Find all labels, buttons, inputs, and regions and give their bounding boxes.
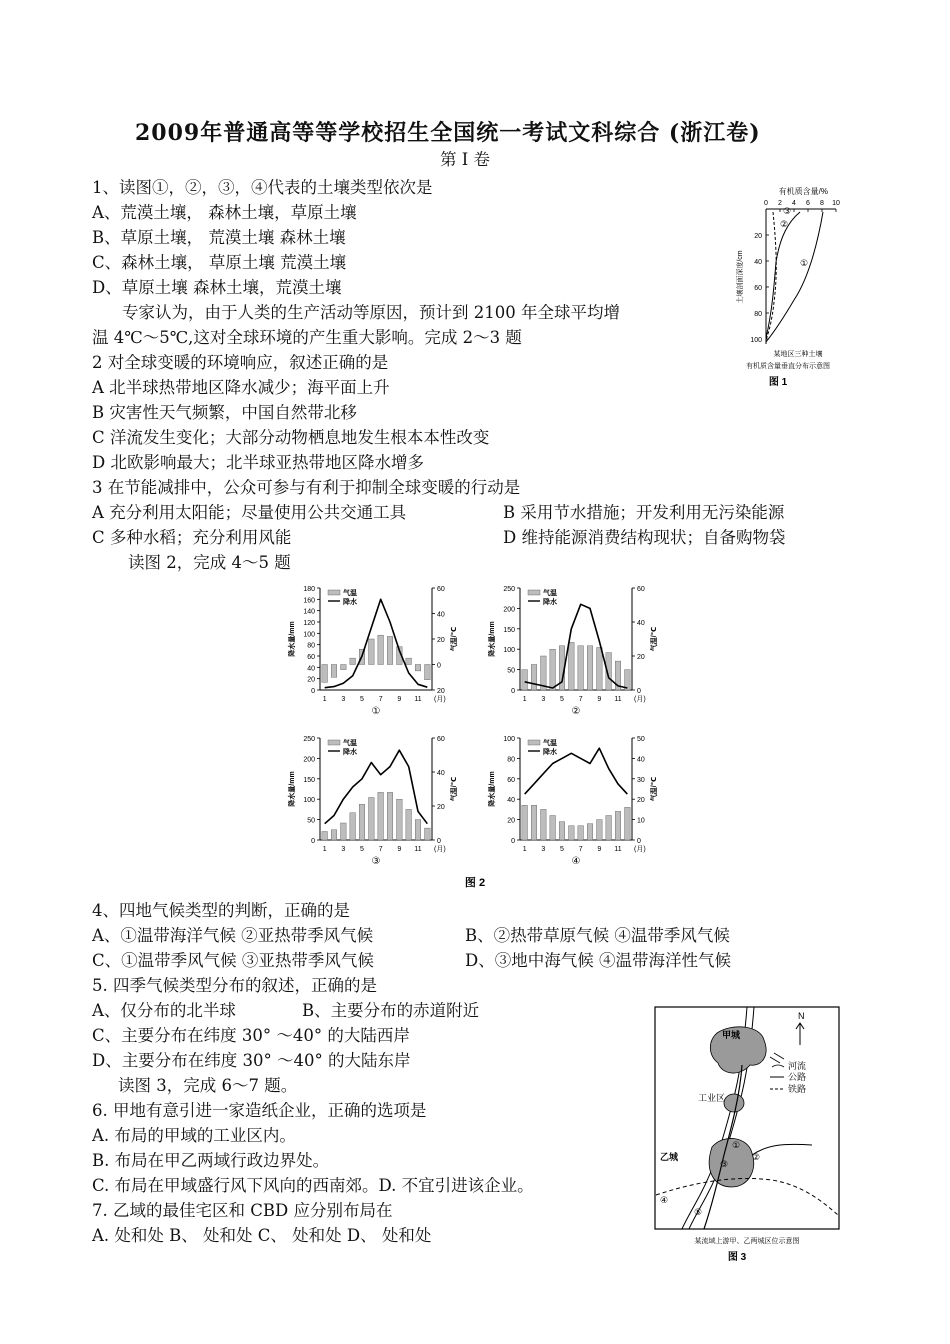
temp-tick: 40	[437, 770, 445, 777]
q4-option-a: A、①温带海洋气候 ②亚热带季风气候	[92, 926, 374, 945]
month-tick: 5	[560, 846, 564, 853]
rain-axis-label: 降水量/mm	[489, 621, 496, 657]
temp-tick: 20	[437, 637, 445, 644]
rain-tick: 60	[507, 776, 515, 784]
q2-option-a: A 北半球热带地区降水减少；海平面上升	[92, 378, 390, 397]
fig2-label: 图 2	[464, 877, 486, 889]
fig1-x-tick: 2	[778, 200, 782, 207]
temp-bar	[531, 665, 537, 691]
fig1-caption-1: 某地区三种土壤	[773, 351, 823, 358]
rain-axis-label: 降水量/mm	[289, 621, 296, 657]
map-marker-2: ②	[752, 1152, 761, 1162]
rain-tick: 50	[307, 817, 315, 825]
temp-axis-label: 气温/℃	[651, 776, 658, 802]
rain-tick: 140	[303, 608, 315, 616]
temp-tick: 30	[637, 776, 645, 784]
fig1-y-tick: 80	[754, 311, 762, 318]
map-north-label: N	[798, 1011, 805, 1021]
rain-tick: 160	[303, 597, 315, 605]
temp-bar	[587, 646, 593, 690]
month-tick: 3	[541, 696, 546, 703]
temp-tick: 20	[637, 797, 645, 805]
q6-option-a: A. 布局的甲域的工业区内。	[92, 1126, 296, 1145]
rain-tick: 120	[303, 620, 315, 627]
legend-rain: 降水	[343, 599, 357, 606]
q7-stem: 7. 乙域的最佳宅区和 CBD 应分别布局在	[92, 1201, 393, 1220]
rain-tick: 80	[307, 642, 315, 650]
fig3-caption: 某流域上游甲、乙两城区位示意图	[694, 1238, 800, 1245]
map-city-yi: 乙城	[660, 1152, 679, 1162]
temp-bar	[378, 792, 384, 840]
temp-tick: 0	[637, 688, 641, 695]
q4-option-c: C、①温带季风气候 ③亚热带季风气候	[92, 951, 374, 970]
month-tick: 9	[597, 696, 602, 703]
rain-tick: 0	[511, 838, 515, 845]
temp-bar	[387, 792, 393, 840]
legend-temp: 气温	[343, 740, 357, 747]
map-legend-rail: 铁路	[788, 1084, 807, 1094]
fig1-y-label: 土壤剖面深度/cm	[737, 250, 744, 304]
temp-bar	[406, 658, 412, 664]
rain-tick: 100	[303, 797, 315, 805]
fig1-caption-2: 有机质含量垂直分布示意图	[746, 363, 830, 370]
temp-bar	[569, 642, 575, 690]
fig1-x-tick: 0	[764, 200, 768, 207]
q5-option-b: B、主要分布的赤道附近	[302, 1001, 480, 1020]
fig1-y-tick: 40	[754, 259, 762, 266]
legend-temp: 气温	[343, 590, 357, 597]
rain-line	[325, 599, 428, 687]
fig1-x-tick: 6	[806, 200, 810, 207]
legend-rain: 降水	[343, 749, 357, 756]
temp-tick: 20	[437, 804, 445, 811]
rain-tick: 40	[507, 797, 515, 805]
q4-option-b: B、②热带草原气候 ④温带季风气候	[465, 926, 730, 945]
rain-axis-label: 降水量/mm	[289, 771, 296, 807]
temp-bar	[378, 635, 384, 664]
temp-axis-label: 气温/℃	[651, 626, 658, 652]
month-unit: (月)	[634, 696, 646, 703]
month-tick: 11	[414, 846, 422, 853]
temp-tick: 40	[637, 620, 645, 627]
q5-stem: 5. 四季气候类型分布的叙述，正确的是	[92, 976, 377, 995]
temp-bar	[359, 804, 365, 840]
figure-1-soil-organic-matter	[728, 182, 848, 392]
chart-id: ①	[371, 706, 381, 717]
temp-bar	[578, 646, 584, 690]
rain-tick: 250	[303, 736, 315, 743]
q3-option-d: D 维持能源消费结构现状；自备购物袋	[503, 528, 786, 547]
temp-bar	[331, 665, 337, 678]
q1-option-a: A、荒漠土壤， 森林土壤，草原土壤	[92, 203, 357, 222]
temp-bar	[625, 807, 631, 840]
temp-tick: 60	[437, 736, 445, 743]
month-tick: 1	[522, 696, 527, 703]
temp-bar	[531, 805, 537, 840]
temp-bar	[322, 665, 328, 683]
map-marker-1: ①	[732, 1140, 741, 1150]
month-tick: 11	[414, 696, 422, 703]
temp-bar	[415, 665, 421, 671]
fig3-label: 图 3	[727, 1252, 747, 1263]
q3-option-a: A 充分利用太阳能；尽量使用公共交通工具	[92, 503, 407, 522]
temp-bar	[425, 665, 431, 680]
rain-tick: 80	[507, 756, 515, 764]
legend-rain: 降水	[543, 749, 557, 756]
fig1-label: 图 1	[768, 377, 788, 388]
rain-line	[325, 750, 428, 824]
temp-bar	[425, 828, 431, 840]
month-tick: 3	[341, 846, 346, 853]
temp-bar	[350, 658, 356, 664]
intro-6-7: 读图 3，完成 6～7 题。	[118, 1076, 298, 1095]
temp-bar	[615, 811, 621, 840]
month-unit: (月)	[634, 846, 646, 853]
q1-option-c: C、森林土壤， 草原土壤 荒漠土壤	[92, 253, 347, 272]
temp-tick: 0	[437, 662, 441, 670]
temp-bar	[387, 636, 393, 664]
temp-bar	[415, 820, 421, 840]
climate-chart-2	[487, 586, 658, 717]
legend-rain: 降水	[543, 599, 557, 606]
month-tick: 5	[560, 696, 564, 703]
temp-bar	[550, 649, 556, 690]
month-tick: 9	[597, 846, 602, 853]
intro-4-5: 读图 2，完成 4～5 题	[128, 553, 291, 572]
q1-option-d: D、草原土壤 森林土壤，荒漠土壤	[92, 278, 342, 297]
temp-tick: 40	[637, 756, 645, 764]
temp-tick: 10	[637, 817, 645, 825]
fig1-top-label: 有机质含量/%	[778, 187, 828, 196]
rain-line	[525, 604, 628, 688]
temp-bar	[369, 798, 375, 841]
temp-bar	[578, 826, 584, 840]
temp-bar	[341, 665, 347, 670]
temp-bar	[331, 830, 337, 840]
figure-2-climate-charts	[280, 578, 670, 894]
month-tick: 7	[378, 846, 383, 853]
temp-bar	[541, 809, 547, 840]
temp-bar	[559, 822, 565, 840]
map-marker-4: ④	[660, 1195, 669, 1205]
month-tick: 11	[614, 846, 622, 853]
temp-tick: 40	[437, 611, 445, 619]
q6-option-b: B. 布局在甲乙两域行政边界处。	[92, 1151, 330, 1170]
temp-bar	[397, 799, 403, 840]
temp-bar	[522, 805, 528, 840]
rain-tick: 20	[507, 817, 515, 825]
fig1-y-tick: 20	[754, 233, 762, 240]
temp-axis-label: 气温/℃	[451, 626, 458, 652]
rain-tick: 200	[503, 606, 515, 614]
map-industrial-area: 工业区	[698, 1093, 726, 1103]
month-unit: (月)	[434, 696, 446, 703]
temp-tick: 50	[637, 736, 645, 743]
fig1-curve-label-2: ②	[780, 219, 789, 229]
rain-tick: 150	[503, 626, 515, 634]
month-tick: 1	[322, 846, 327, 853]
q3-stem: 3 在节能减排中，公众可参与有利于抑制全球变暖的行动是	[92, 478, 521, 497]
temp-tick: 60	[637, 586, 645, 593]
q2-option-c: C 洋流发生变化；大部分动物栖息地发生根本本性改变	[92, 428, 490, 447]
chart-id: ④	[571, 856, 581, 867]
month-tick: 5	[360, 696, 364, 703]
chart-id: ②	[571, 706, 581, 717]
rain-tick: 0	[311, 688, 315, 695]
rain-axis-label: 降水量/mm	[489, 771, 496, 807]
fig1-x-tick: 10	[832, 200, 840, 207]
month-tick: 3	[541, 846, 546, 853]
temp-bar	[550, 816, 556, 840]
rain-tick: 200	[303, 756, 315, 764]
rain-tick: 100	[503, 736, 515, 743]
month-unit: (月)	[434, 846, 446, 853]
q3-option-c: C 多种水稻；充分利用风能	[92, 528, 292, 547]
climate-chart-4	[487, 736, 658, 867]
legend-temp: 气温	[543, 590, 557, 597]
rain-tick: 50	[507, 667, 515, 675]
q5-option-d: D、主要分布在纬度 30° ～40° 的大陆东岸	[92, 1051, 411, 1070]
q7-options: A. 处和处 B、 处和处 C、 处和处 D、 处和处	[92, 1226, 432, 1245]
q4-option-d: D、③地中海气候 ④温带海洋性气候	[465, 951, 731, 970]
rain-tick: 250	[503, 586, 515, 593]
month-tick: 1	[522, 846, 527, 853]
rain-tick: 100	[503, 647, 515, 655]
legend-temp: 气温	[543, 740, 557, 747]
q1-option-b: B、草原土壤， 荒漠土壤 森林土壤	[92, 228, 346, 247]
intro-2-3-line2: 温 4℃～5℃,这对全球环境的产生重大影响。完成 2～3 题	[92, 328, 522, 347]
climate-chart-3	[287, 736, 458, 867]
fig1-curve-label-3: ③	[783, 206, 792, 216]
q3-option-b: B 采用节水措施；开发利用无污染能源	[503, 503, 785, 522]
fig1-y-tick: 100	[750, 337, 762, 344]
map-city-jia: 甲城	[722, 1030, 741, 1040]
q2-stem: 2 对全球变暖的环境响应，叙述正确的是	[92, 353, 389, 372]
rain-tick: 0	[311, 838, 315, 845]
rain-tick: 20	[307, 676, 315, 684]
temp-bar	[369, 639, 375, 665]
rain-tick: 150	[303, 776, 315, 784]
temp-tick: 0	[437, 838, 441, 845]
temp-bar	[350, 813, 356, 840]
climate-chart-1	[287, 586, 458, 717]
month-tick: 3	[341, 696, 346, 703]
rain-tick: 60	[307, 654, 315, 661]
rain-line	[525, 748, 628, 794]
rain-tick: 0	[511, 688, 515, 695]
intro-2-3-line1: 专家认为，由于人类的生产活动等原因，预计到 2100 年全球平均增	[122, 303, 620, 322]
fig1-x-tick: 4	[792, 200, 796, 207]
q6-stem: 6. 甲地有意引进一家造纸企业，正确的选项是	[92, 1101, 427, 1120]
map-marker-3: ③	[720, 1159, 729, 1169]
month-tick: 1	[322, 696, 327, 703]
month-tick: 5	[360, 846, 364, 853]
rain-tick: 100	[303, 631, 315, 639]
month-tick: 9	[397, 846, 402, 853]
temp-bar	[597, 820, 603, 840]
temp-bar	[597, 648, 603, 691]
temp-bar	[587, 824, 593, 840]
fig1-curve-label-1: ①	[800, 258, 809, 268]
temp-bar	[322, 832, 328, 841]
q2-option-d: D 北欧影响最大；北半球亚热带地区降水增多	[92, 453, 424, 472]
map-marker-5: ⑤	[694, 1207, 703, 1217]
q5-option-a: A、仅分布的北半球	[92, 1001, 236, 1020]
section-heading: 第 I 卷	[440, 150, 491, 169]
q1-stem: 1、读图①，②，③，④代表的土壤类型依次是	[92, 178, 433, 197]
fig1-x-tick: 8	[820, 200, 824, 207]
month-tick: 7	[578, 846, 583, 853]
month-tick: 11	[614, 696, 622, 703]
chart-id: ③	[371, 856, 381, 867]
map-legend-river: 河流	[788, 1061, 807, 1071]
temp-bar	[406, 809, 412, 840]
temp-bar	[569, 826, 575, 840]
q4-stem: 4、四地气候类型的判断，正确的是	[92, 901, 350, 920]
rain-tick: 180	[303, 586, 315, 593]
month-tick: 7	[578, 696, 583, 703]
temp-tick: 60	[437, 586, 445, 593]
temp-bar	[606, 816, 612, 840]
q5-option-c: C、主要分布在纬度 30° ～40° 的大陆西岸	[92, 1026, 410, 1045]
temp-tick: 0	[637, 838, 641, 845]
q2-option-b: B 灾害性天气频繁，中国自然带北移	[92, 403, 357, 422]
temp-bar	[341, 823, 347, 840]
figure-3-map	[652, 1005, 842, 1267]
temp-bar	[522, 670, 528, 690]
month-tick: 7	[378, 696, 383, 703]
temp-axis-label: 气温/℃	[451, 776, 458, 802]
temp-tick: 20	[637, 654, 645, 661]
temp-tick: 20	[437, 688, 445, 695]
fig1-y-tick: 60	[754, 285, 762, 292]
map-legend-road: 公路	[788, 1072, 807, 1082]
q6-option-c-d: C. 布局在甲域盛行风下风向的西南郊。D. 不宜引进该企业。	[92, 1176, 534, 1195]
rain-tick: 40	[307, 665, 315, 673]
month-tick: 9	[397, 696, 402, 703]
paper-title: 2009年普通高等等学校招生全国统一考试文科综合 (浙江卷)	[135, 120, 761, 146]
